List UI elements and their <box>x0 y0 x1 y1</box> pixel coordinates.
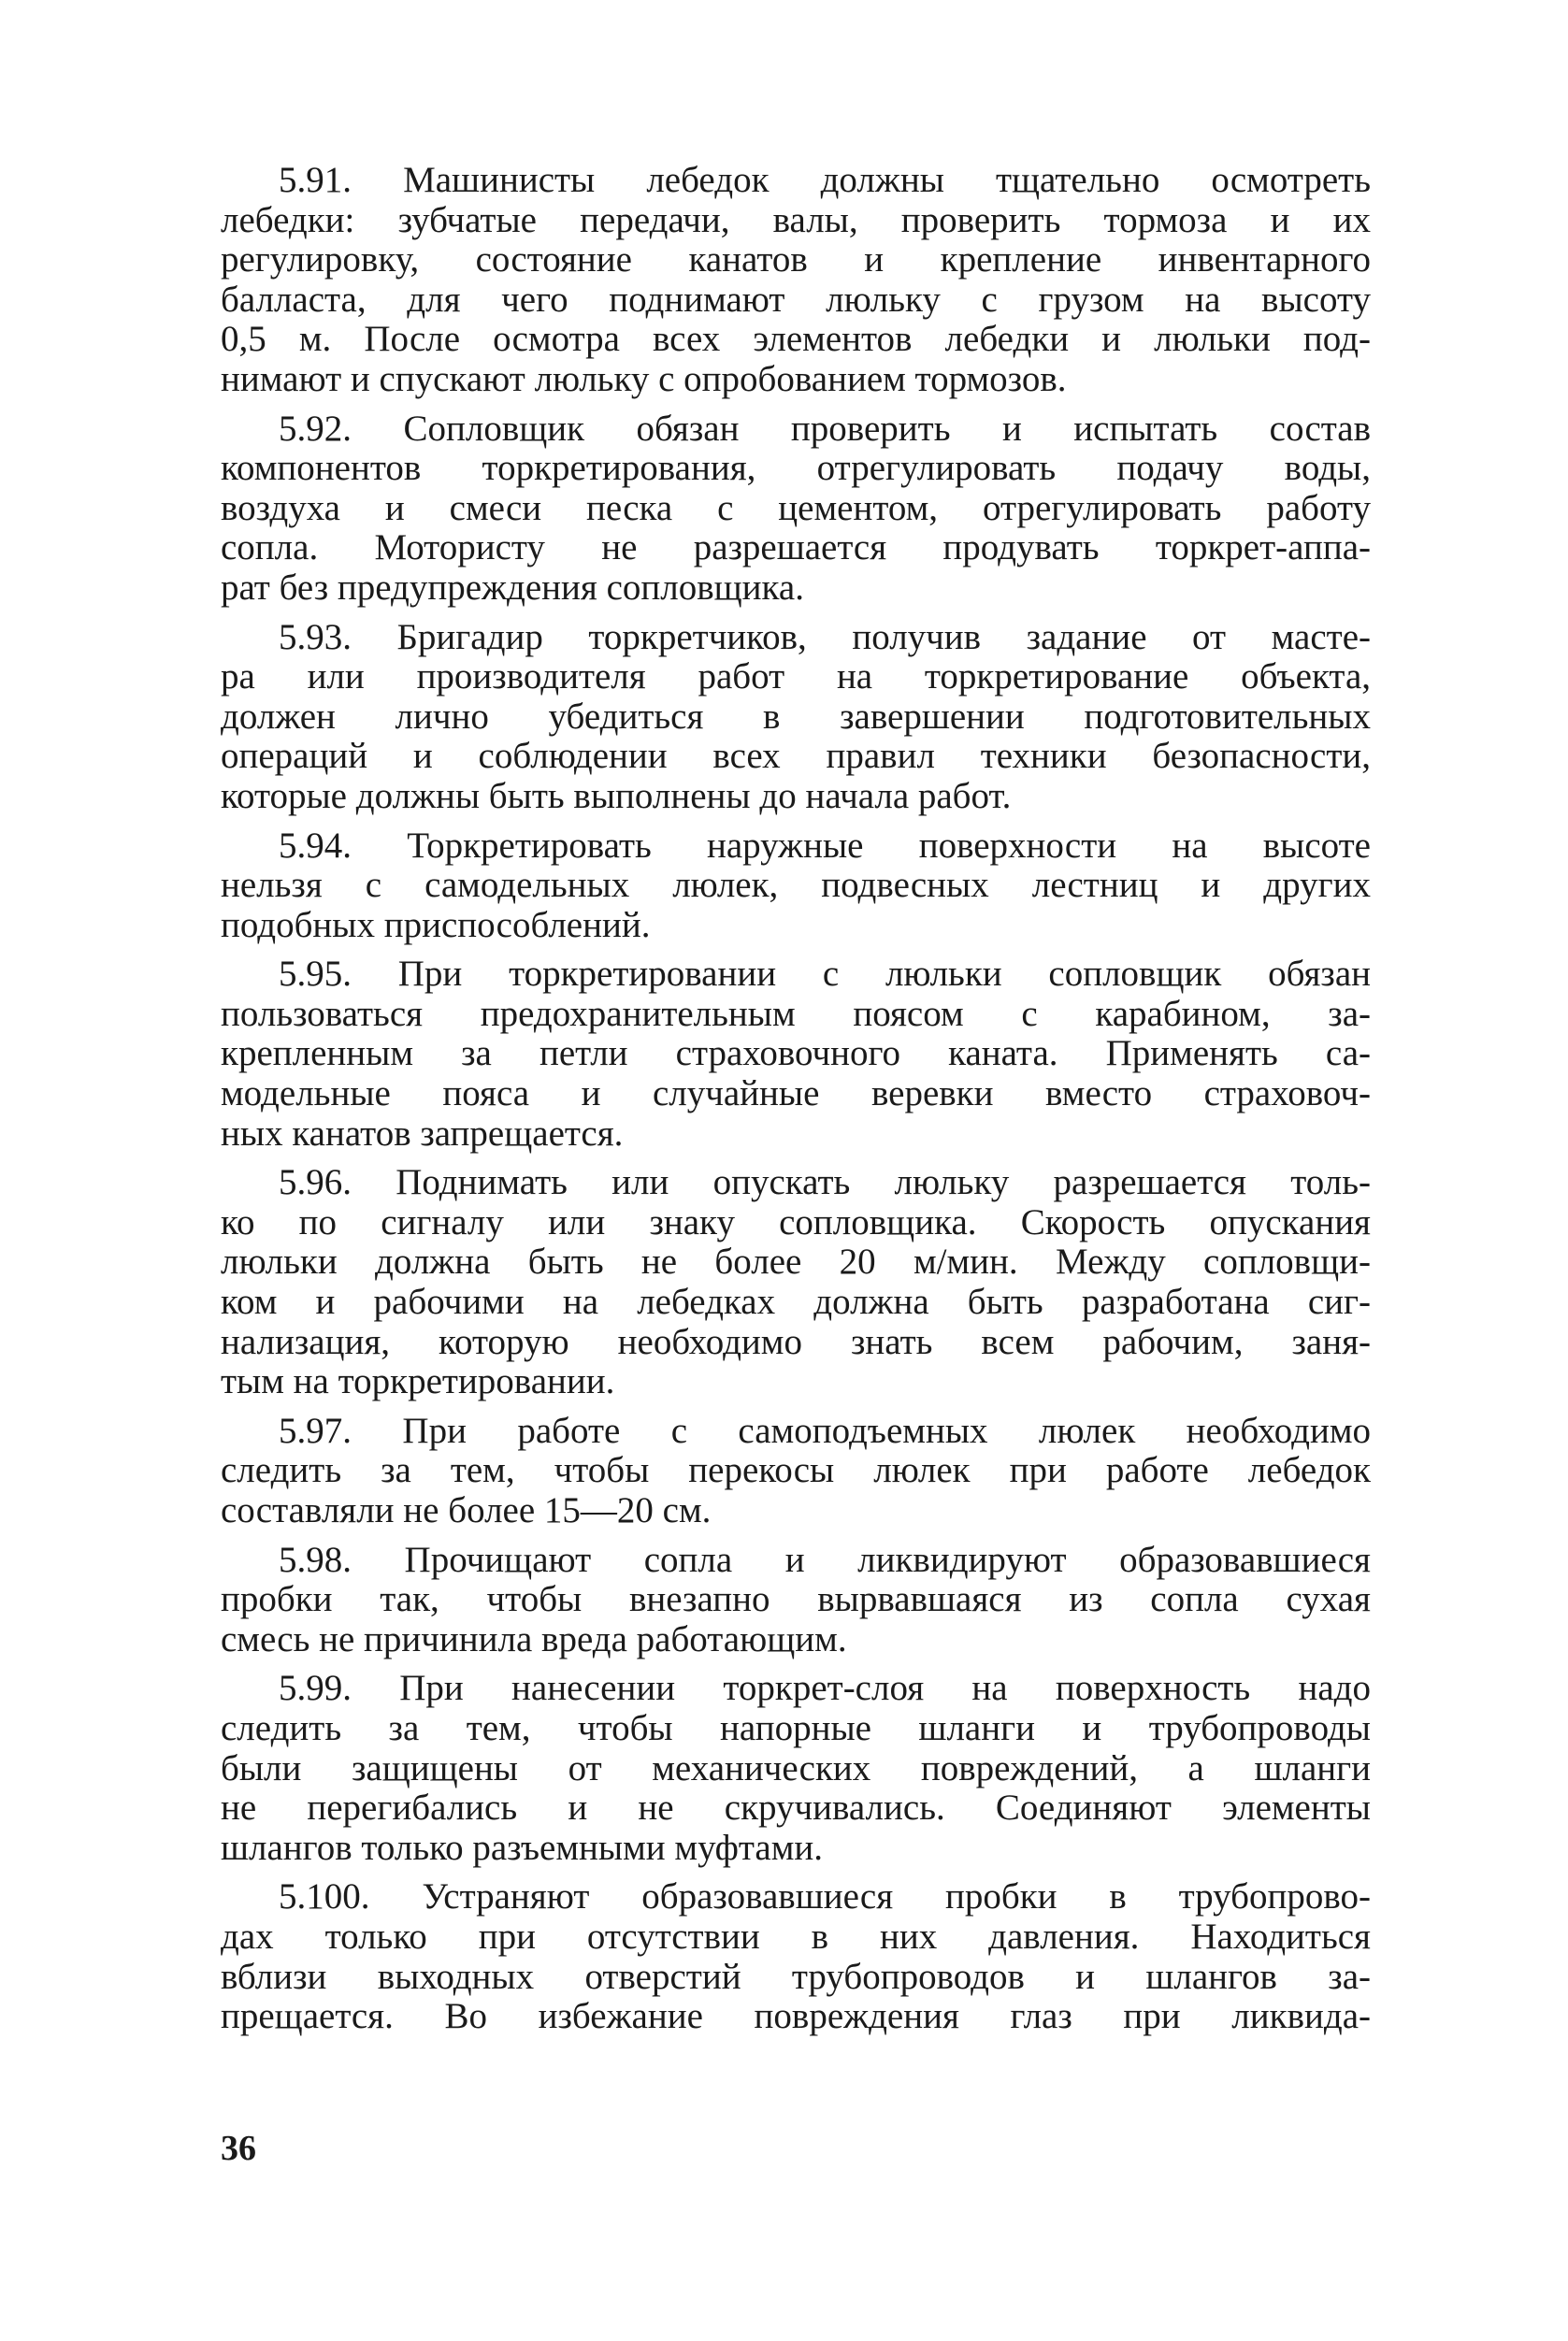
paragraph <box>221 1541 1371 1660</box>
text-line: компонентов торкретирования, отрегулировать подачу воды, <box>221 448 1371 489</box>
text-line: 5.100. Устраняют образовавшиеся пробки в трубопрово- <box>279 1876 1371 1917</box>
paragraph <box>221 1163 1371 1402</box>
body-text <box>221 161 1371 2047</box>
text-line: вблизи выходных отверстий трубопроводов и шлангов за- <box>221 1956 1371 1997</box>
text-line: 5.95. При торкретировании с люльки сопловщик обязан <box>279 954 1371 995</box>
text-line: не перегибались и не скручивались. Соединяют элементы <box>221 1788 1371 1829</box>
text-line: 5.97. При работе с самоподъемных люлек необходимо <box>279 1410 1371 1451</box>
text-line: составляли не более 15—20 см. <box>221 1490 712 1530</box>
text-line: балласта, для чего поднимают люльку с грузом на высоту <box>221 279 1371 320</box>
text-line: нельзя с самодельных люлек, подвесных лестниц и других <box>221 865 1371 906</box>
text-line: 5.92. Сопловщик обязан проверить и испытать состав <box>279 408 1371 449</box>
text-line: воздуха и смеси песка с цементом, отрегулировать работу <box>221 487 1371 528</box>
text-line: пользоваться предохранительным поясом с карабином, за- <box>221 993 1371 1034</box>
paragraph <box>221 618 1371 817</box>
text-line: ра или производителя работ на торкретирование объекта, <box>221 656 1371 697</box>
text-line: ком и рабочими на лебедках должна быть разработана сиг- <box>221 1282 1371 1323</box>
text-line: тым на торкретировании. <box>221 1361 615 1402</box>
text-line: 5.99. При нанесении торкрет-слоя на поверхность надо <box>279 1668 1371 1709</box>
paragraph <box>221 409 1371 609</box>
text-line: рат без предупреждения сопловщика. <box>221 567 804 608</box>
text-line: ных канатов запрещается. <box>221 1113 624 1154</box>
page-number: 36 <box>221 2129 256 2168</box>
text-line: модельные пояса и случайные веревки вместо страховоч- <box>221 1073 1371 1114</box>
text-line: смесь не причинила вреда работающим. <box>221 1618 847 1659</box>
paragraph <box>221 1877 1371 2036</box>
text-line: 5.98. Прочищают сопла и ликвидируют образовавшиеся <box>279 1539 1371 1580</box>
text-line: крепленным за петли страховочного каната. Применять са- <box>221 1033 1371 1074</box>
text-line: были защищены от механических повреждений, а шланги <box>221 1747 1371 1788</box>
text-line: операций и соблюдении всех правил техники безопасности, <box>221 736 1371 777</box>
text-line: 5.94. Торкретировать наружные поверхности на высоте <box>279 825 1371 866</box>
text-line: лебедки: зубчатые передачи, валы, проверить тормоза и их <box>221 199 1371 240</box>
text-line: ко по сигналу или знаку сопловщика. Скорость опускания <box>221 1201 1371 1242</box>
paragraph <box>221 955 1371 1154</box>
text-line: должен лично убедиться в завершении подготовительных <box>221 696 1371 737</box>
paragraph <box>221 161 1371 400</box>
text-line: следить за тем, чтобы перекосы люлек при работе лебедок <box>221 1450 1371 1491</box>
text-line: шлангов только разъемными муфтами. <box>221 1827 824 1868</box>
text-line: которые должны быть выполнены до начала работ. <box>221 775 1012 816</box>
text-line: следить за тем, чтобы напорные шланги и трубопроводы <box>221 1707 1371 1748</box>
paragraph <box>221 826 1371 946</box>
text-line: 5.91. Машинисты лебедок должны тщательно осмотреть <box>279 160 1371 200</box>
text-line: люльки должна быть не более 20 м/мин. Между сопловщи- <box>221 1242 1371 1283</box>
text-line: 5.96. Поднимать или опускать люльку разрешается толь- <box>279 1162 1371 1203</box>
text-line: пробки так, чтобы внезапно вырвавшаяся из сопла сухая <box>221 1579 1371 1620</box>
text-line: 5.93. Бригадир торкретчиков, получив задание от мастe- <box>279 616 1371 657</box>
text-line: 0,5 м. После осмотра всех элементов лебедки и люльки под- <box>221 319 1371 360</box>
text-line: прещается. Во избежание повреждения глаз при ликвида- <box>221 1996 1371 2037</box>
paragraph <box>221 1669 1371 1868</box>
text-line: регулировку, состояние канатов и крепление инвентарного <box>221 239 1371 280</box>
text-line: сопла. Мотористу не разрешается продувать торкрет-аппа- <box>221 527 1371 568</box>
text-line: нализация, которую необходимо знать всем рабочим, заня- <box>221 1321 1371 1362</box>
text-line: дах только при отсутствии в них давления. Находиться <box>221 1916 1371 1957</box>
text-line: подобных приспособлений. <box>221 904 651 945</box>
text-line: нимают и спускают люльку с опробованием тормозов. <box>221 358 1067 399</box>
paragraph <box>221 1412 1371 1531</box>
